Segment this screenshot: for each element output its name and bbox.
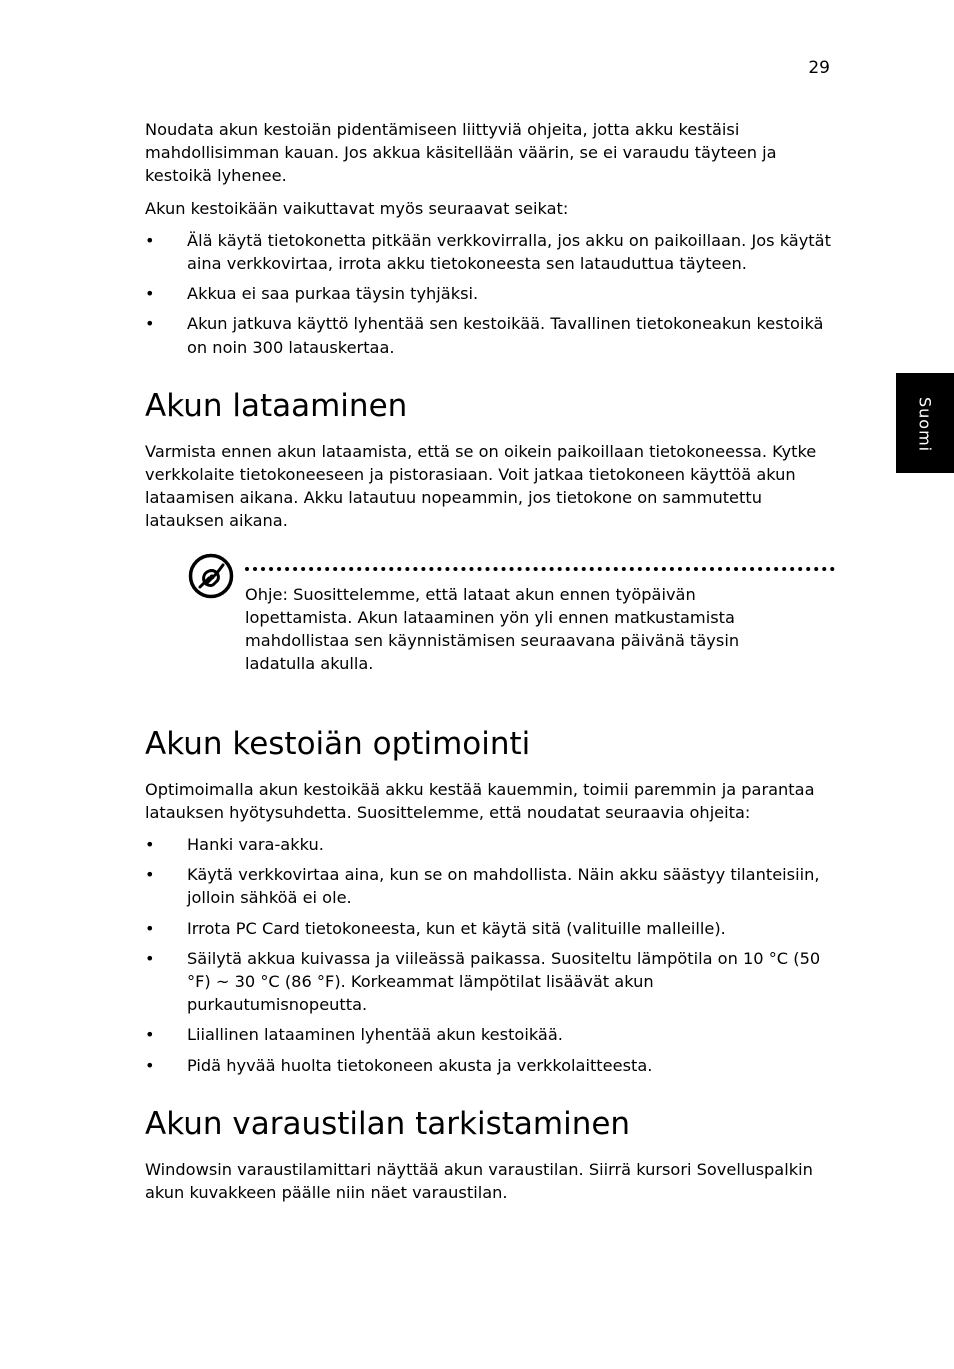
note-divider: [245, 567, 835, 571]
list-item: • Liiallinen lataaminen lyhentää akun kestoikää.: [145, 1023, 835, 1046]
optimize-paragraph: Optimoimalla akun kestoikää akku kestää kauemmin, toimii paremmin ja parantaa latauksen hyötysuhdetta. Suosittelemme, että noudatat seuraavia ohjeita:: [145, 779, 815, 822]
list-item: • Käytä verkkovirtaa aina, kun se on mahdollista. Näin akku säästyy tilanteisiin, jolloin sähköä ei ole.: [145, 863, 835, 909]
page-number: 29: [808, 58, 830, 78]
list-item: • Hanki vara-akku.: [145, 833, 835, 856]
note-box: [188, 553, 835, 703]
note-body: Suosittelemme, että lataat akun ennen työpäivän lopettamista. Akun lataaminen yön yli ennen matkustamista mahdollistaa sen käynnistämisen seuraavana päivänä täysin ladatulla akulla.: [245, 584, 740, 674]
note-hand-icon: [188, 553, 234, 599]
note-label: Ohje:: [245, 584, 288, 604]
note-text: [245, 583, 805, 676]
list-item: • Säilytä akkua kuivassa ja viileässä paikassa. Suositeltu lämpötila on 10 °C (50 °F) ~ 30 °C (86 °F). Korkeammat lämpötilat lisäävät akun purkautumisnopeutta.: [145, 947, 835, 1017]
list-item: • Akun jatkuva käyttö lyhentää sen kestoikää. Tavallinen tietokoneakun kestoikä on noin 300 latauskertaa.: [145, 312, 835, 358]
optimize-bullet-list: [145, 833, 835, 1077]
heading-optimize: Akun kestoiän optimointi: [145, 725, 531, 762]
intro-paragraph-2: Akun kestoikään vaikuttavat myös seuraavat seikat:: [145, 198, 569, 218]
charging-paragraph: Varmista ennen akun lataamista, että se on oikein paikoillaan tietokoneessa. Kytke verkkolaite tietokoneeseen ja pistorasiaan. Voit jatkaa tietokoneen käyttöä akun lataamisen aikana. Akku latautuu nopeammin, jos tietokone on sammutettu latauksen aikana.: [145, 441, 817, 531]
list-item: • Pidä hyvää huolta tietokoneen akusta ja verkkolaitteesta.: [145, 1054, 835, 1077]
status-paragraph: Windowsin varaustilamittari näyttää akun varaustilan. Siirrä kursori Sovelluspalkin akun kuvakkeen päälle niin näet varaustilan.: [145, 1159, 813, 1203]
language-tab: [896, 373, 954, 473]
language-tab-label: Suomi: [915, 397, 935, 453]
list-item: • Akkua ei saa purkaa täysin tyhjäksi.: [145, 282, 835, 305]
list-item: • Älä käytä tietokonetta pitkään verkkovirralla, jos akku on paikoillaan. Jos käytät aina verkkovirtaa, irrota akku tietokoneesta sen latauduttua täyteen.: [145, 229, 835, 275]
heading-status: Akun varaustilan tarkistaminen: [145, 1105, 631, 1142]
page-content: [145, 118, 835, 1213]
heading-charging: Akun lataaminen: [145, 387, 408, 424]
intro-bullet-list: [145, 229, 835, 359]
list-item: • Irrota PC Card tietokoneesta, kun et käytä sitä (valituille malleille).: [145, 917, 835, 940]
intro-paragraph-1: Noudata akun kestoiän pidentämiseen liittyviä ohjeita, jotta akku kestäisi mahdollisimman kauan. Jos akkua käsitellään väärin, se ei varaudu täyteen ja kestoikä lyhenee.: [145, 120, 777, 186]
